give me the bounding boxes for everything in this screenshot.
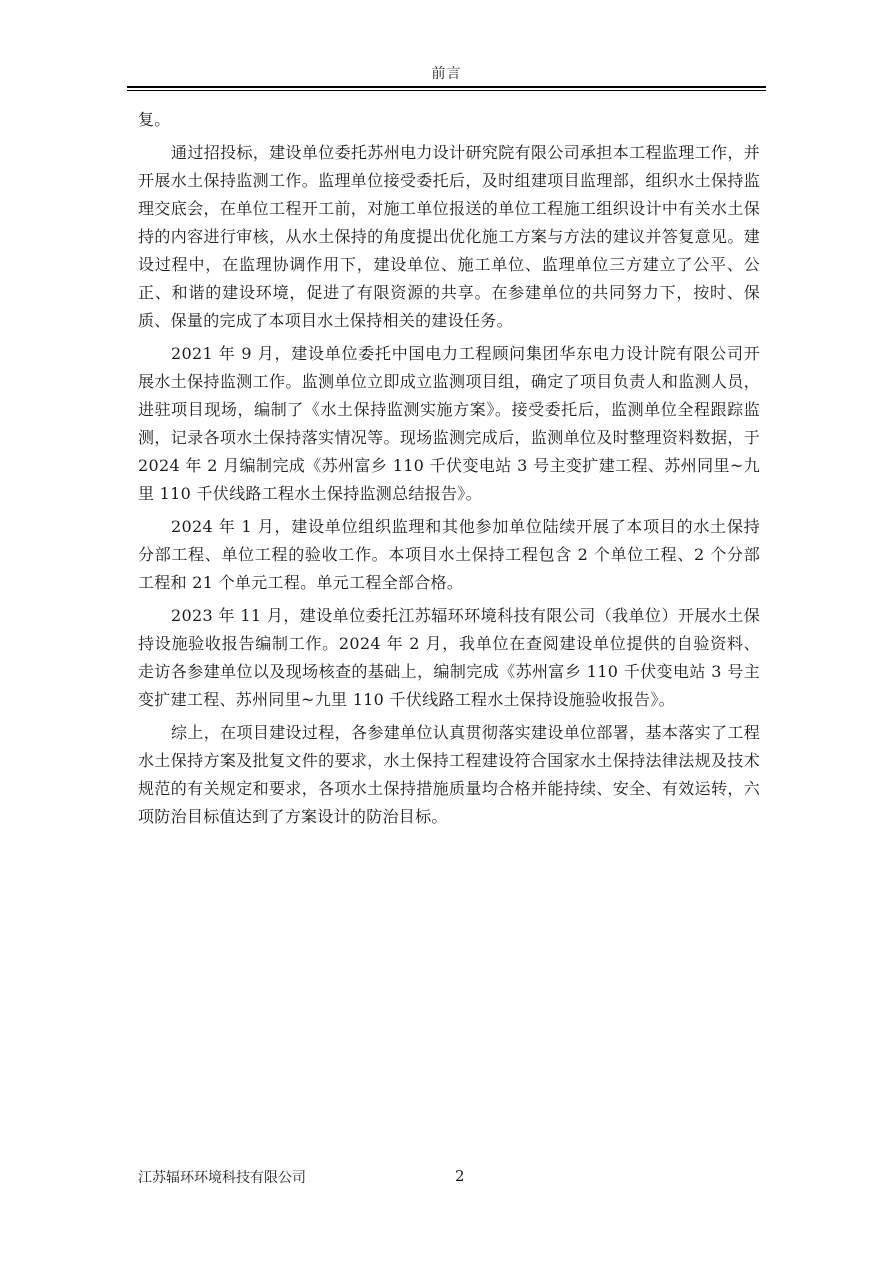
body-text: [138, 106, 760, 836]
page-header-title: 前言: [431, 66, 462, 82]
paragraph-supervision: 通过招投标，建设单位委托苏州电力设计研究院有限公司承担本工程监理工作，并开展水土保持监测工作。监理单位接受委托后，及时组建项目监理部，组织水土保持监理交底会，在单位工程开工前，对施工单位报送的单位工程施工组织设计中有关水土保持的内容进行审核，从水土保持的角度提出优化施工方案与方法的建议并答复意见。建设过程中，在监理协调作用下，建设单位、施工单位、监理单位三方建立了公平、公正、和谐的建设环境，促进了有限资源的共享。在参建单位的共同努力下，按时、保质、保量的完成了本项目水土保持相关的建设任务。: [138, 143, 760, 330]
paragraph-continuation: 复。: [138, 110, 171, 129]
footer-company: 江苏辐环环境科技有限公司: [138, 1170, 306, 1186]
header-rule-thick: [127, 86, 766, 88]
header-rule-thin: [127, 90, 766, 91]
paragraph-conclusion: 综上，在项目建设过程，各参建单位认真贯彻落实建设单位部署，基本落实了工程水土保持方案及批复文件的要求，水土保持工程建设符合国家水土保持法律法规及技术规范的有关规定和要求，各项水土保持措施质量均合格并能持续、安全、有效运转，六项防治目标值达到了方案设计的防治目标。: [138, 723, 760, 826]
paragraph-report-preparation: 2023 年 11 月，建设单位委托江苏辐环环境科技有限公司（我单位）开展水土保持设施验收报告编制工作。2024 年 2 月，我单位在查阅建设单位提供的自验资料、走访各参建单位以及现场核查的基础上，编制完成《苏州富乡 110 千伏变电站 3 号主变扩建工程、苏州同里~九里 110 千伏线路工程水土保持设施验收报告》。: [138, 606, 760, 709]
paragraph-acceptance: 2024 年 1 月，建设单位组织监理和其他参加单位陆续开展了本项目的水土保持分部工程、单位工程的验收工作。本项目水土保持工程包含 2 个单位工程、2 个分部工程和 21 个单元工程。单元工程全部合格。: [138, 517, 760, 592]
page-number: 2: [455, 1167, 465, 1185]
paragraph-monitoring: 2021 年 9 月，建设单位委托中国电力工程顾问集团华东电力设计院有限公司开展水土保持监测工作。监测单位立即成立监测项目组，确定了项目负责人和监测人员，进驻项目现场，编制了《水土保持监测实施方案》。接受委托后，监测单位全程跟踪监测，记录各项水土保持落实情况等。现场监测完成后，监测单位及时整理资料数据，于 2024 年 2 月编制完成《苏州富乡 110 千伏变电站 3 号主变扩建工程、苏州同里~九里 110 千伏线路工程水土保持监测总结报告》。: [138, 344, 760, 503]
